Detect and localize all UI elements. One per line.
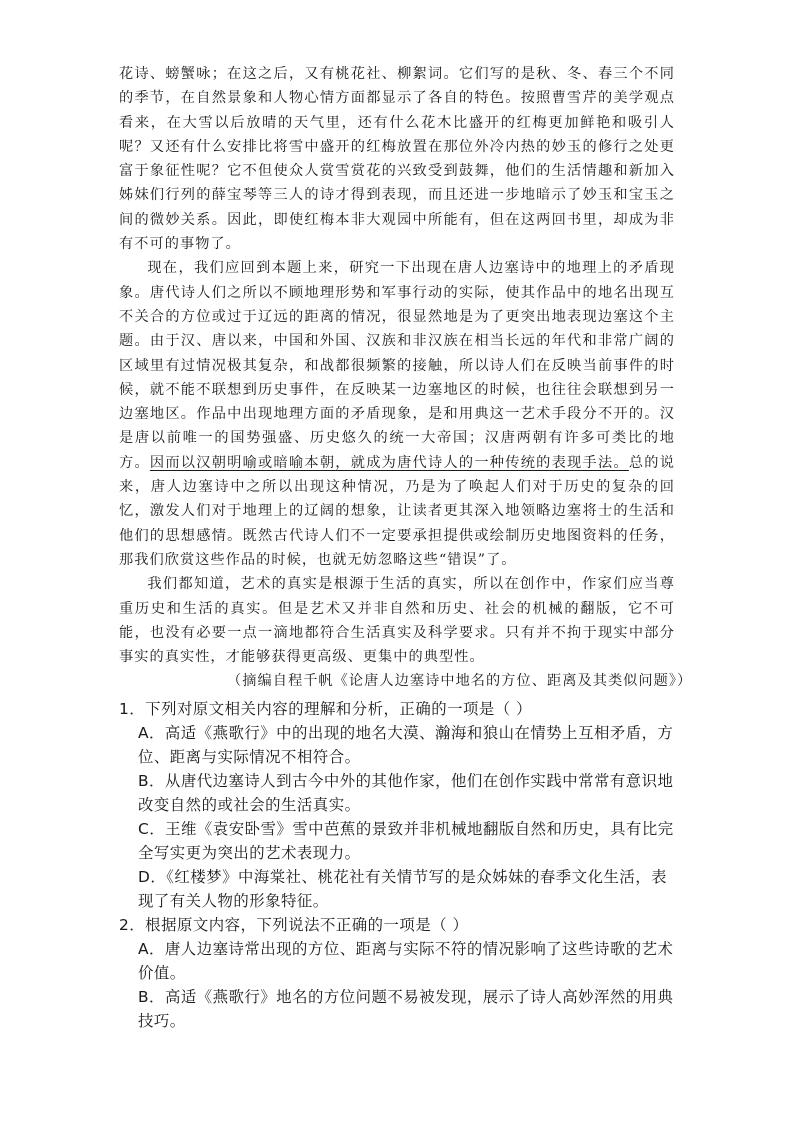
reading-passage (119, 62, 675, 669)
option-a: A．唐人边塞诗常出现的方位、距离与实际不符的情况影响了这些诗歌的艺术价值。 (138, 939, 674, 982)
option-a: A．高适《燕歌行》中的出现的地名大漠、瀚海和狼山在情势上互相矛盾，方位、距离与实际情况不相符合。 (138, 723, 674, 766)
passage-paragraph-2-continued: 总的说来，唐人边塞诗中之所以出现这种情况，乃是为了唤起人们对于历史的复杂的回忆，激发人们对于地理上的辽阔的想象，让读者更其深入地领略边塞将士的生活和他们的思想感情。既然古代诗人们不一定要承担提供或绘制历史地图资料的任务，那我们欣赏这些作品的时候，也就无妨忽略这些“错误”了。 (119, 454, 675, 568)
option-b: B．高适《燕歌行》地名的方位问题不易被发现，展示了诗人高妙浑然的用典技巧。 (138, 987, 674, 1030)
question-stem: 2．根据原文内容，下列说法不正确的一项是（ ） (119, 915, 469, 934)
question-1 (119, 697, 675, 913)
question-list (119, 697, 675, 1033)
question-stem: 1．下列对原文相关内容的理解和分析，正确的一项是（ ） (119, 699, 532, 718)
passage-paragraph-2-text: 现在，我们应回到本题上来，研究一下出现在唐人边塞诗中的地理上的矛盾现象。唐代诗人们之所以不顾地理形势和军事行动的实际，使其作品中的地名出现互不关合的方位或过于辽远的距离的情况，很显然地是为了更突出地表现边塞这个主题。由于汉、唐以来，中国和外国、汉族和非汉族在相当长远的年代和非常广阔的区域里有过情况极其复杂，和战都很频繁的接触，所以诗人们在反映当前事件的时候，就不能不联想到历史事件，在反映某一边塞地区的时候，也往往会联想到另一边塞地区。作品中出现地理方面的矛盾现象，是和用典这一艺术手段分不开的。汉是唐以前唯一的国势强盛、历史悠久的统一大帝国；汉唐两朝有许多可类比的地方。 (119, 260, 675, 471)
passage-paragraph-3: 我们都知道，艺术的真实是根源于生活的真实，所以在创作中，作家们应当尊重历史和生活的真实。但是艺术又并非自然和历史、社会的机械的翻版，它不可能，也没有必要一点一滴地都符合生活真实及科学要求。只有并不拘于现实中部分事实的真实性，才能够获得更高级、更集中的典型性。 (119, 576, 675, 666)
option-d: D．《红楼梦》中海棠社、桃花社有关情节写的是众姊妹的春季文化生活，表现了有关人物的形象特征。 (138, 867, 668, 910)
passage-paragraph-1: 花诗、螃蟹咏；在这之后，又有桃花社、柳絮词。它们写的是秋、冬、春三个不同的季节，在自然景象和人物心情方面都显示了各自的特色。按照曹雪芹的美学观点看来，在大雪以后放晴的天气里，还有什么花木比盛开的红梅更加鲜艳和吸引人呢？又还有什么安排比将雪中盛开的红梅放置在那位外冷内热的妙玉的修行之处更富于象征性呢？它不但使众人赏雪赏花的兴致受到鼓舞，他们的生活情趣和新加入姊妹们行列的薛宝琴等三人的诗才得到表现，而且还进一步地暗示了妙玉和宝玉之间的微妙关系。因此，即使红梅本非大观园中所能有，但在这两回书里，却成为非有不可的事物了。 (119, 66, 675, 253)
question-2 (119, 913, 675, 1033)
passage-paragraph-2 (119, 256, 675, 572)
exam-page (119, 62, 693, 1033)
option-c: C．王维《袁安卧雪》雪中芭蕉的景致并非机械地翻版自然和历史，具有比完全写实更为突出的艺术表现力。 (138, 819, 674, 862)
passage-source: （摘编自程千帆《论唐人边塞诗中地名的方位、距离及其类似问题》） (227, 673, 693, 690)
option-b: B．从唐代边塞诗人到古今中外的其他作家，他们在创作实践中常常有意识地改变自然的或社会的生活真实。 (138, 771, 674, 814)
underlined-sentence: 因而以汉朝明喻或暗喻本朝，就成为唐代诗人的一种传统的表现手法。 (149, 454, 629, 471)
